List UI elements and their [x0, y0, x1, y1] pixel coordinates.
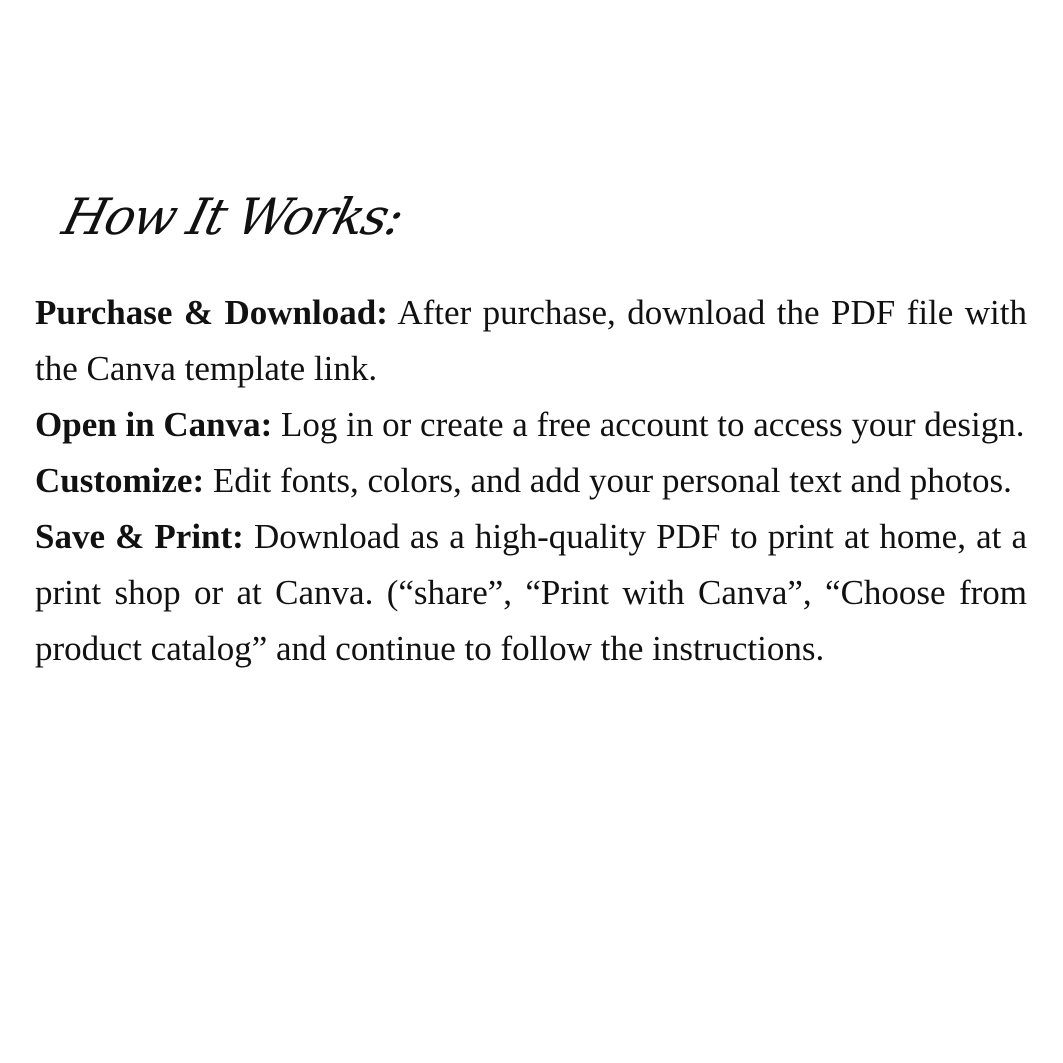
step-text: After purchase, download the PDF file with the Canva template link.: [35, 293, 1027, 388]
step-title: Open in Canva:: [35, 405, 273, 444]
page-title: How It Works:: [57, 188, 409, 246]
step-text: Download as a high-quality PDF to print at home, at a print shop or at Canva. (“share”, “Print with Canva”, “Choose from product catalog” and continue to follow the instructions.: [35, 517, 1028, 668]
step-purchase-download: [35, 285, 1027, 397]
step-open-in-canva: [35, 397, 1027, 453]
steps-list: [35, 285, 1027, 677]
step-save-print: [35, 509, 1027, 677]
step-title: Customize:: [35, 461, 205, 500]
step-text: Log in or create a free account to access your design.: [281, 405, 1025, 444]
step-title: Purchase & Download:: [35, 293, 388, 332]
step-customize: [35, 453, 1027, 509]
step-text: Edit fonts, colors, and add your personal text and photos.: [212, 461, 1012, 500]
step-title: Save & Print:: [35, 517, 244, 556]
